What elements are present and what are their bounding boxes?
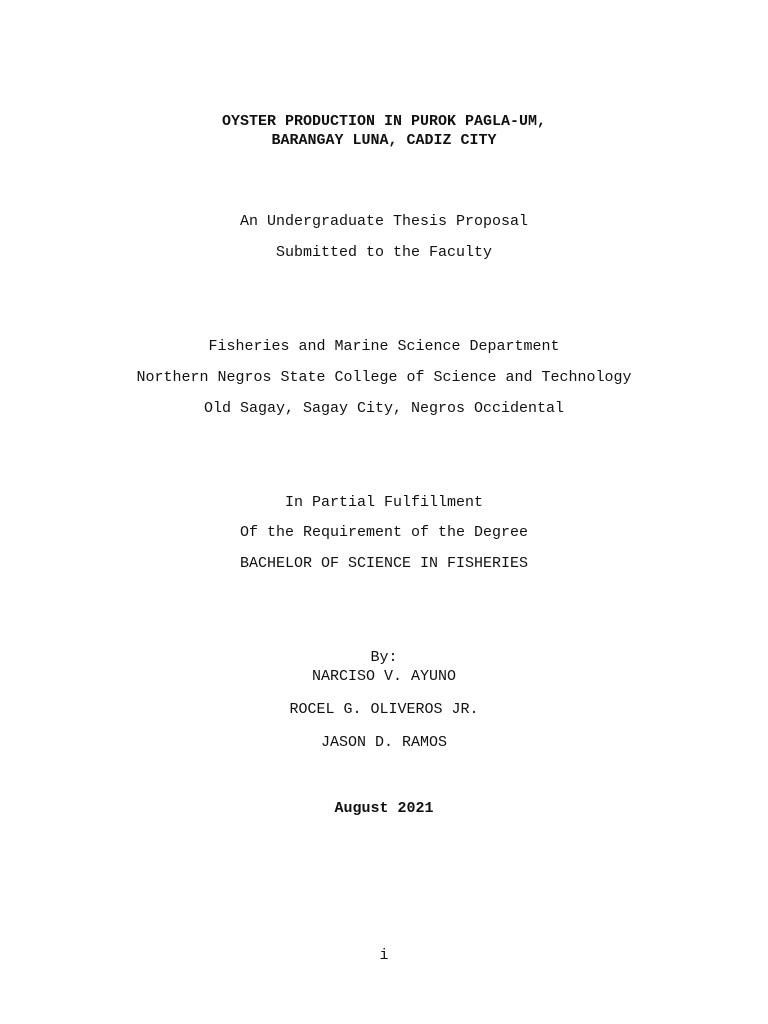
department-name: Fisheries and Marine Science Department: [208, 338, 560, 355]
author-name: ROCEL G. OLIVEROS JR.: [289, 701, 479, 718]
fulfillment-line-1: In Partial Fulfillment: [284, 494, 484, 511]
college-name: Northern Negros State College of Science and Technology: [136, 369, 632, 386]
fulfillment-line-2: Of the Requirement of the Degree: [239, 524, 529, 541]
submission-date: August 2021: [334, 800, 434, 817]
author-name: JASON D. RAMOS: [320, 734, 448, 751]
title-line-1: OYSTER PRODUCTION IN PUROK PAGLA-UM,: [221, 113, 547, 130]
by-label: By:: [370, 649, 398, 666]
degree-name: BACHELOR OF SCIENCE IN FISHERIES: [239, 555, 529, 572]
page-number: i: [379, 947, 389, 964]
submission-line-1: An Undergraduate Thesis Proposal: [239, 213, 529, 230]
submission-line-2: Submitted to the Faculty: [275, 244, 493, 261]
title-line-2: BARANGAY LUNA, CADIZ CITY: [271, 132, 497, 149]
author-name: NARCISO V. AYUNO: [311, 668, 457, 685]
college-address: Old Sagay, Sagay City, Negros Occidental: [203, 400, 565, 417]
